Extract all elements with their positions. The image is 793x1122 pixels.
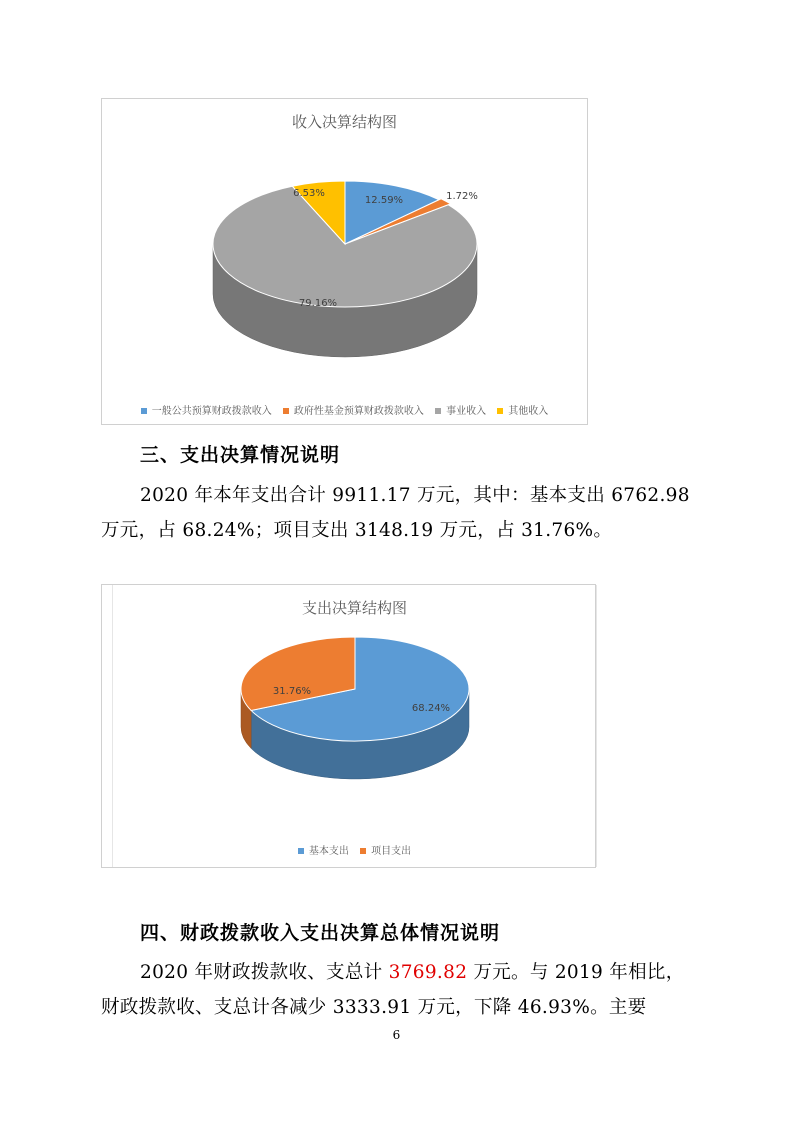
- chart-title: 收入决算结构图: [291, 113, 397, 131]
- expense-pie-chart: [113, 585, 596, 867]
- data-label: 31.76%: [272, 686, 312, 697]
- legend-swatch: [497, 408, 503, 414]
- legend-item: [360, 842, 411, 857]
- legend-label: 项目支出: [371, 846, 412, 857]
- highlighted-amount: 3769.82: [388, 962, 468, 983]
- data-label: 1.72%: [446, 191, 478, 202]
- legend-item: [497, 402, 548, 417]
- income-structure-chart: [101, 98, 588, 425]
- legend-item: [435, 402, 486, 417]
- chart-legend: [102, 402, 587, 417]
- page-number: 6: [392, 1028, 401, 1042]
- data-label: 68.24%: [411, 703, 451, 714]
- chart-plot-area: [112, 585, 597, 867]
- section-heading: 三、支出决算情况说明: [140, 444, 341, 466]
- paragraph-line: 2020 年本年支出合计 9911.17 万元，其中：基本支出 6762.98: [140, 485, 690, 506]
- legend-item: [298, 842, 349, 857]
- data-label: 6.53%: [293, 188, 325, 199]
- paragraph-line: [140, 958, 685, 984]
- legend-swatch: [283, 408, 289, 414]
- legend-label: 其他收入: [508, 406, 549, 417]
- section-heading: 四、财政拨款收入支出决算总体情况说明: [140, 922, 501, 944]
- chart-title: 支出决算结构图: [301, 599, 407, 617]
- legend-item: [141, 402, 272, 417]
- paragraph-line: 万元，占 68.24%；项目支出 3148.19 万元，占 31.76%。: [101, 520, 613, 541]
- legend-label: 一般公共预算财政拨款收入: [151, 406, 272, 417]
- legend-label: 政府性基金预算财政拨款收入: [293, 406, 424, 417]
- income-pie-chart: [102, 99, 589, 426]
- data-label: 12.59%: [364, 195, 404, 206]
- paragraph-line: 财政拨款收、支总计各减少 3333.91 万元，下降 46.93%。主要: [101, 997, 647, 1018]
- legend-label: 基本支出: [308, 846, 349, 857]
- chart-legend: [113, 842, 596, 857]
- paragraph-text: 2020 年财政拨款收、支总计: [140, 962, 389, 983]
- data-label: 79.16%: [298, 298, 338, 309]
- legend-swatch: [360, 848, 366, 854]
- legend-swatch: [435, 408, 441, 414]
- legend-item: [283, 402, 424, 417]
- legend-swatch: [141, 408, 147, 414]
- expense-structure-chart: [101, 584, 596, 868]
- paragraph-text: 万元。与 2019 年相比，: [467, 962, 685, 983]
- legend-label: 事业收入: [446, 406, 487, 417]
- legend-swatch: [298, 848, 304, 854]
